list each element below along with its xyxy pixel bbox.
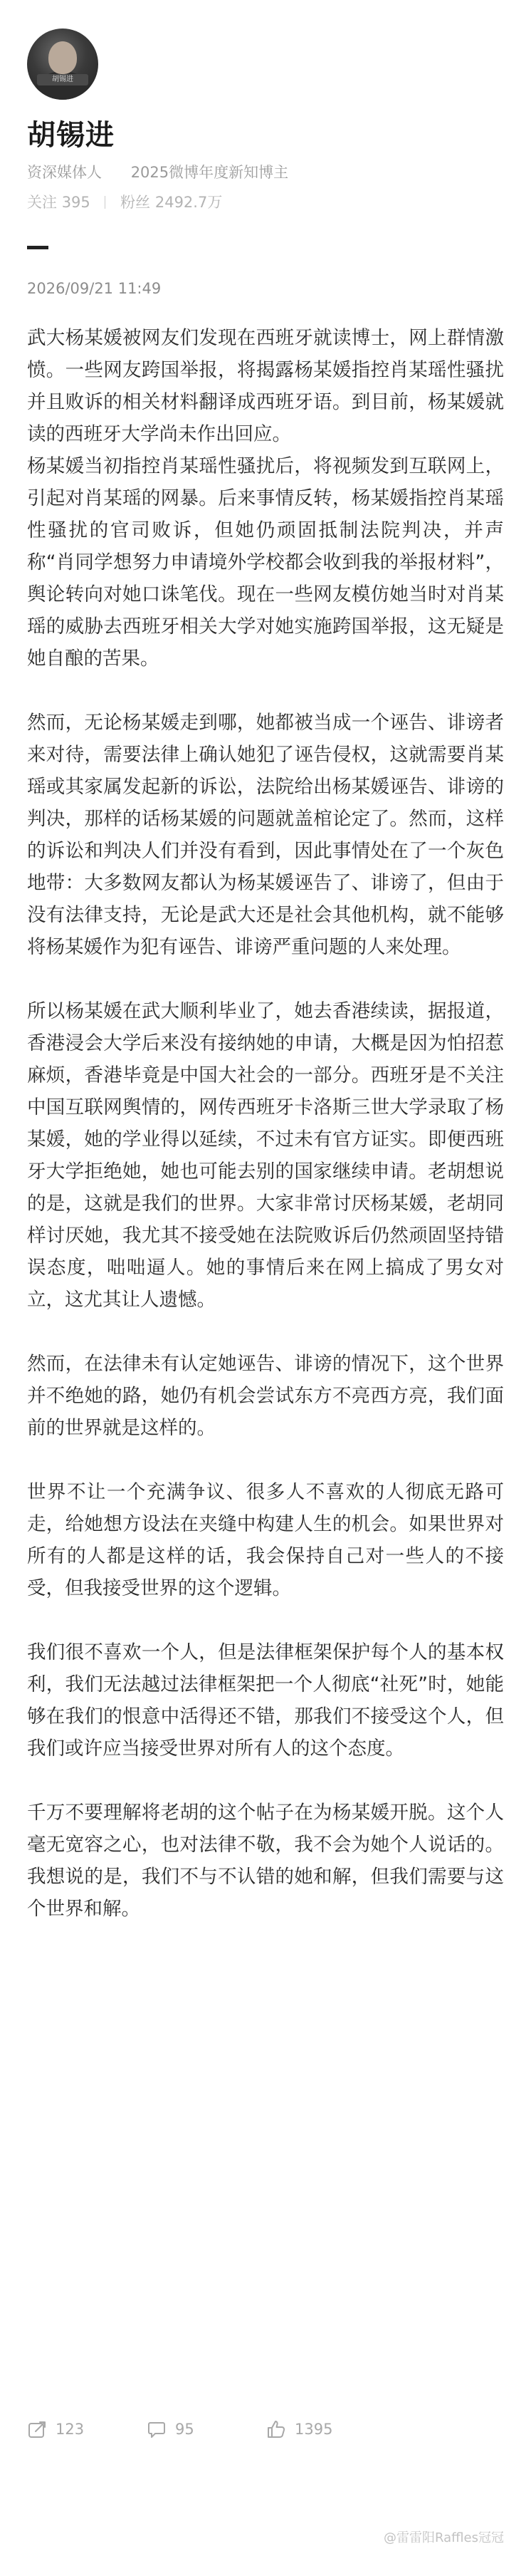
profile-badge-award: 2025微博年度新知博主 [130, 164, 289, 181]
follow-label: 关注 [27, 194, 57, 211]
thumbs-up-icon [266, 2419, 286, 2439]
post-paragraph: 所以杨某媛在武大顺利毕业了，她去香港续读，据报道，香港浸会大学后来没有接纳她的申请，大概是因为怕招惹麻烦，香港毕竟是中国大社会的一部分。西班牙是不关注中国互联网舆情的，网传西班牙卡洛斯三世大学录取了杨某媛，她的学业得以延续，不过未有官方证实。即便西班牙大学拒绝她，她也可能去别的国家继续申请。老胡想说的是，这就是我们的世界。大家非常讨厌杨某媛，老胡同样讨厌她，我尤其不接受她在法院败诉后仍然顽固坚持错误态度，咄咄逼人。她的事情后来在网上搞成了男女对立，这尤其让人遗憾。 [27, 1000, 504, 1311]
avatar[interactable] [27, 28, 98, 100]
post-paragraph: 千万不要理解将老胡的这个帖子在为杨某媛开脱。这个人毫无宽容之心，也对法律不敬，我不会为她个人说话的。我想说的是，我们不与不认错的她和解，但我们需要与这个世界和解。 [27, 1802, 504, 1920]
fans-stat[interactable] [120, 194, 222, 211]
post-paragraph: 然而，无论杨某媛走到哪，她都被当成一个诬告、诽谤者来对待，需要法律上确认她犯了诬告侵权，这就需要肖某瑶或其家属发起新的诉讼，法院给出杨某媛诬告、诽谤的判决，那样的话杨某媛的问题就盖棺论定了。然而，这样的诉讼和判决人们并没有看到，因此事情处在了一个灰色地带：大多数网友都认为杨某媛诬告了、诽谤了，但由于没有法律支持，无论是武大还是社会其他机构，就不能够将杨某媛作为犯有诬告、诽谤严重问题的人来处理。 [27, 712, 504, 958]
profile-name[interactable]: 胡锡进 [27, 119, 115, 152]
comment-count: 95 [175, 2421, 194, 2438]
post-timestamp: 2026/09/21 11:49 [27, 280, 162, 297]
share-button[interactable] [27, 2415, 84, 2443]
post-paragraph: 世界不让一个充满争议、很多人不喜欢的人彻底无路可走，给她想方设法在夹缝中构建人生的机会。如果世界对所有的人都是这样的话，我会保持自己对一些人的不接受，但我接受世界的这个逻辑。 [27, 1481, 504, 1599]
avatar-face-shape [48, 41, 77, 74]
like-count: 1395 [295, 2421, 333, 2438]
post-paragraph: 武大杨某媛被网友们发现在西班牙就读博士，网上群情激愤。一些网友跨国举报，将揭露杨某媛指控肖某瑶性骚扰并且败诉的相关材料翻译成西班牙语。到目前，杨某媛就读的西班牙大学尚未作出回应。 [27, 327, 504, 445]
like-button[interactable] [266, 2415, 332, 2443]
follow-count: 395 [61, 194, 90, 211]
post-paragraph: 杨某媛当初指控肖某瑶性骚扰后，将视频发到互联网上，引起对肖某瑶的网暴。后来事情反转，杨某媛指控肖某瑶性骚扰的官司败诉，但她仍顽固抵制法院判决，并声称“肖同学想努力申请境外学校都会收到我的举报材料”，舆论转向对她口诛笔伐。现在一些网友模仿她当时对肖某瑶的威胁去西班牙相关大学对她实施跨国举报，这无疑是她自酿的苦果。 [27, 455, 504, 670]
share-icon [27, 2419, 47, 2439]
post-content [27, 322, 504, 1925]
comment-button[interactable] [147, 2415, 194, 2443]
follow-stat[interactable] [27, 194, 95, 211]
profile-stats [27, 191, 222, 212]
post-paragraph: 然而，在法律未有认定她诬告、诽谤的情况下，这个世界并不绝她的路，她仍有机会尝试东方不亮西方亮，我们面前的世界就是这样的。 [27, 1353, 504, 1439]
fans-label: 粉丝 [120, 194, 151, 211]
fans-count: 2492.7万 [154, 194, 223, 211]
profile-badges [27, 161, 288, 182]
avatar-name-tag: 胡锡进 [37, 74, 88, 85]
image-credit-watermark: @雷雷阳Raffles冠冠 [384, 2530, 504, 2545]
post-paragraph: 我们很不喜欢一个人，但是法律框架保护每个人的基本权利，我们无法越过法律框架把一个人彻底“社死”时，她能够在我们的恨意中活得还不错，那我们不接受这个人，但我们或许应当接受世界对所有人的这个态度。 [27, 1641, 504, 1760]
section-divider [27, 246, 48, 249]
profile-badge-title: 资深媒体人 [27, 164, 102, 181]
post-action-bar [27, 2415, 504, 2458]
share-count: 123 [56, 2421, 85, 2438]
comment-icon [147, 2419, 167, 2439]
